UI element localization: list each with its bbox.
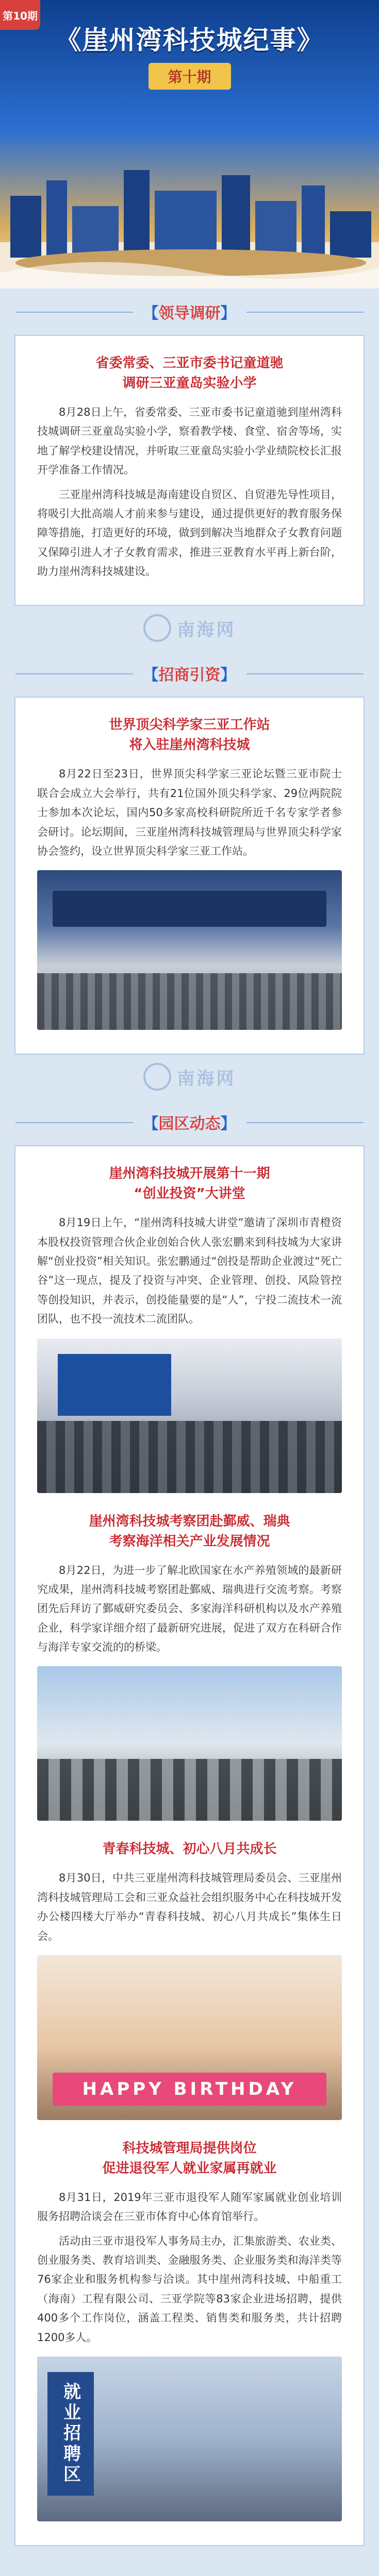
watermark-text: 南海网 [177,1068,236,1089]
article-paragraph: 活动由三亚市退役军人事务局主办，汇集旅游类、农业类、创业服务类、教育培训类、金融服务类、企业服务类和海洋类等76家企业和服务机构参与洽谈。其中崖州湾科技城、中船重工（海南）工程有限公司、三亚学院等83家企业进场招聘，提供400多个工作岗位，涵盖工程类、销售类和服务类，共计招聘1200多人。 [37,2234,342,2344]
section-label: 【 领导调研 】 [133,298,246,325]
skyline-illustration [0,124,379,289]
watermark [0,606,379,650]
delegation-photo [37,1666,342,1821]
article-title: 崖州湾科技城开展第十一期 “创业投资”大讲堂 [109,1166,270,1202]
article-title: 青春科技城、初心八月共成长 [102,1841,277,1857]
section-label: 【 园区动态 】 [133,1109,246,1136]
article-title: 崖州湾科技城考察团赴鄞威、瑞典 考察海洋相关产业发展情况 [89,1513,290,1549]
issue-tag: 第10期 [0,0,40,30]
hero-banner [0,0,379,289]
section-heading-leaders [0,289,379,335]
watermark-text: 南海网 [177,619,236,640]
forum-photo [37,870,342,1030]
job-fair-sign: 就业招聘区 [47,2372,94,2496]
article-paragraph: 三亚崖州湾科技城是海南建设自贸区、自贸港先导性项目，将吸引大批高端人才前来参与建设，通过提供更好的教育服务保障等措施，打造更好的环境，做到到解决当地群众子女教育问题又保障引进人才子女教育需求，推进三亚教育水平再上新台阶，助力崖州湾科技城建设。 [37,488,342,578]
issue-badge: 第十期 [148,63,230,90]
article-card-leaders [14,335,365,606]
article-paragraph: 8月19日上午，“崖州湾科技城大讲堂”邀请了深圳市青橙资本股权投资管理合伙企业创始合伙人张宏鹏来到科技城为大家讲解“创业投资”相关知识。张宏鹏通过“创投是帮助企业渡过“死亡谷”这一现点，提及了投资与冲突、企业管理、创投、风险管控等创投知识，并表示，创投能量要的是“人”，宁投二流技术一流团队，也不投一流技术二流团队。 [37,1216,342,1326]
article-paragraph: 8月22日，为进一步了解北欧国家在水产养殖领域的最新研究成果，崖州湾科技城考察团赴鄞威、瑞典进行交流考察。考察团先后拜访了鄞威研究委员会、多家海洋科研机构以及水产养殖企业，科学家详细介绍了最新研究进展，促进了双方在科研合作与海洋专家交流的的桥梁。 [37,1564,342,1653]
lecture-photo [37,1338,342,1493]
article-paragraph: 8月30日，中共三亚崖州湾科技城管理局委员会、三亚崖州湾科技城管理局工会和三亚众益社会组织服务中心在科技城开发办公楼四楼大厅举办“青春科技城、初心八月共成长”集体生日会。 [37,1872,342,1942]
article-paragraph: 8月31日，2019年三亚市退役军人随军家属就业创业培训服务招聘洽谈会在三亚市体育中心体育馆举行。 [37,2191,342,2223]
article-card-park [14,1145,365,2546]
watermark-logo-icon [143,614,171,642]
section-label: 【 招商引资 】 [133,660,246,687]
article-paragraph: 8月22日至23日，世界顶尖科学家三亚论坛暨三亚市院士联合会成立大会举行，共有21位国外顶尖科学家、29位两院院士参加本次论坛，国内50多家高校科研院所近千名专家学者参会研讨。论坛期间，三亚崖州湾科技城管理局与世界顶尖科学家协会签约，设立世界顶尖科学家三亚工作站。 [37,768,342,857]
job-fair-photo [37,2357,342,2521]
article-title: 世界顶尖科学家三亚工作站 将入驻崖州湾科技城 [109,717,270,753]
article-paragraph: 8月28日上午，省委常委、三亚市委书记童道驰到崖州湾科技城调研三亚童岛实验小学，察看教学楼、食堂、宿舍等场，实地了解学校建设情况，并听取三亚童岛实验小学业绩院校长汇报开学准备工作情况。 [37,406,342,477]
article-title: 省委常委、三亚市委书记童道驰 调研三亚童岛实验小学 [95,355,284,391]
birthday-banner: HAPPY BIRTHDAY [53,2073,326,2106]
article-card-talent [14,697,365,1055]
page-title: 《崖州湾科技城纪事》 [55,25,324,55]
section-heading-talent [0,650,379,697]
watermark [0,1055,379,1099]
section-heading-park [0,1099,379,1145]
birthday-photo [37,1955,342,2120]
article-title: 科技城管理局提供岗位 促进退役军人就业家属再就业 [102,2140,277,2176]
watermark-logo-icon [143,1063,171,1091]
